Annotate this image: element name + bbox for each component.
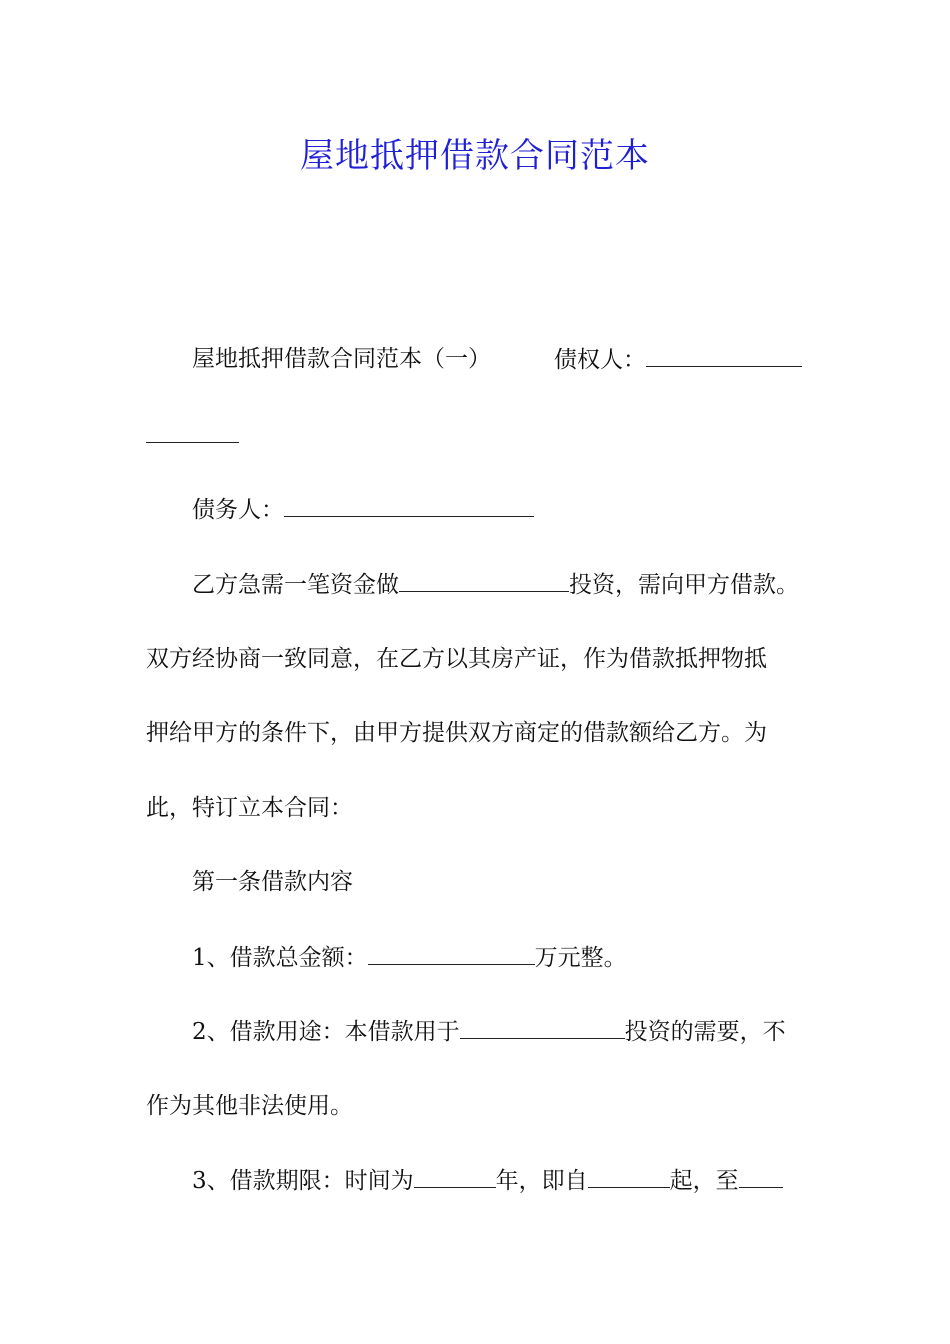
subtitle-line	[192, 348, 491, 371]
subtitle: 屋地抵押借款合同范本（一）	[192, 346, 491, 372]
document-title: 屋地抵押借款合同范本	[300, 136, 650, 176]
item3-text-a: 3、借款期限：时间为	[192, 1168, 414, 1194]
debtor-label: 债务人：	[192, 497, 284, 523]
amount-blank	[368, 946, 535, 965]
end-date-blank	[739, 1169, 783, 1188]
creditor-blank-2	[146, 424, 239, 443]
para1-line4: 此，特订立本合同：	[146, 795, 353, 821]
item2-text-b: 投资的需要，不	[624, 1019, 786, 1045]
creditor-blank	[646, 348, 802, 367]
investment-blank	[399, 573, 569, 592]
article1-heading: 第一条借款内容	[192, 869, 353, 895]
debtor-blank	[284, 498, 534, 517]
start-date-blank	[588, 1169, 670, 1188]
item3-text-b: 年，即自	[495, 1168, 588, 1194]
para1-line3: 押给甲方的条件下，由甲方提供双方商定的借款额给乙方。为	[146, 720, 767, 746]
debtor-line	[192, 498, 534, 522]
creditor-label: 债权人：	[554, 347, 646, 373]
para1-line1	[192, 573, 799, 597]
item2-line1	[192, 1020, 786, 1044]
item1-text-a: 1、借款总金额：	[192, 945, 368, 971]
creditor-blank-continued	[146, 424, 239, 448]
purpose-blank	[460, 1020, 625, 1039]
para1-text-a: 乙方急需一笔资金做	[192, 572, 399, 598]
years-blank	[414, 1169, 496, 1188]
para1-text-b: 投资，需向甲方借款。	[569, 572, 799, 598]
item1-text-b: 万元整。	[534, 945, 627, 971]
para1-line2: 双方经协商一致同意，在乙方以其房产证，作为借款抵押物抵	[146, 646, 767, 672]
item2-line2: 作为其他非法使用。	[146, 1093, 353, 1119]
item1-line	[192, 946, 627, 970]
creditor-line	[554, 348, 802, 372]
item3-line	[192, 1169, 783, 1193]
item2-text-a: 2、借款用途：本借款用于	[192, 1019, 460, 1045]
item3-text-c: 起，至	[669, 1168, 739, 1194]
